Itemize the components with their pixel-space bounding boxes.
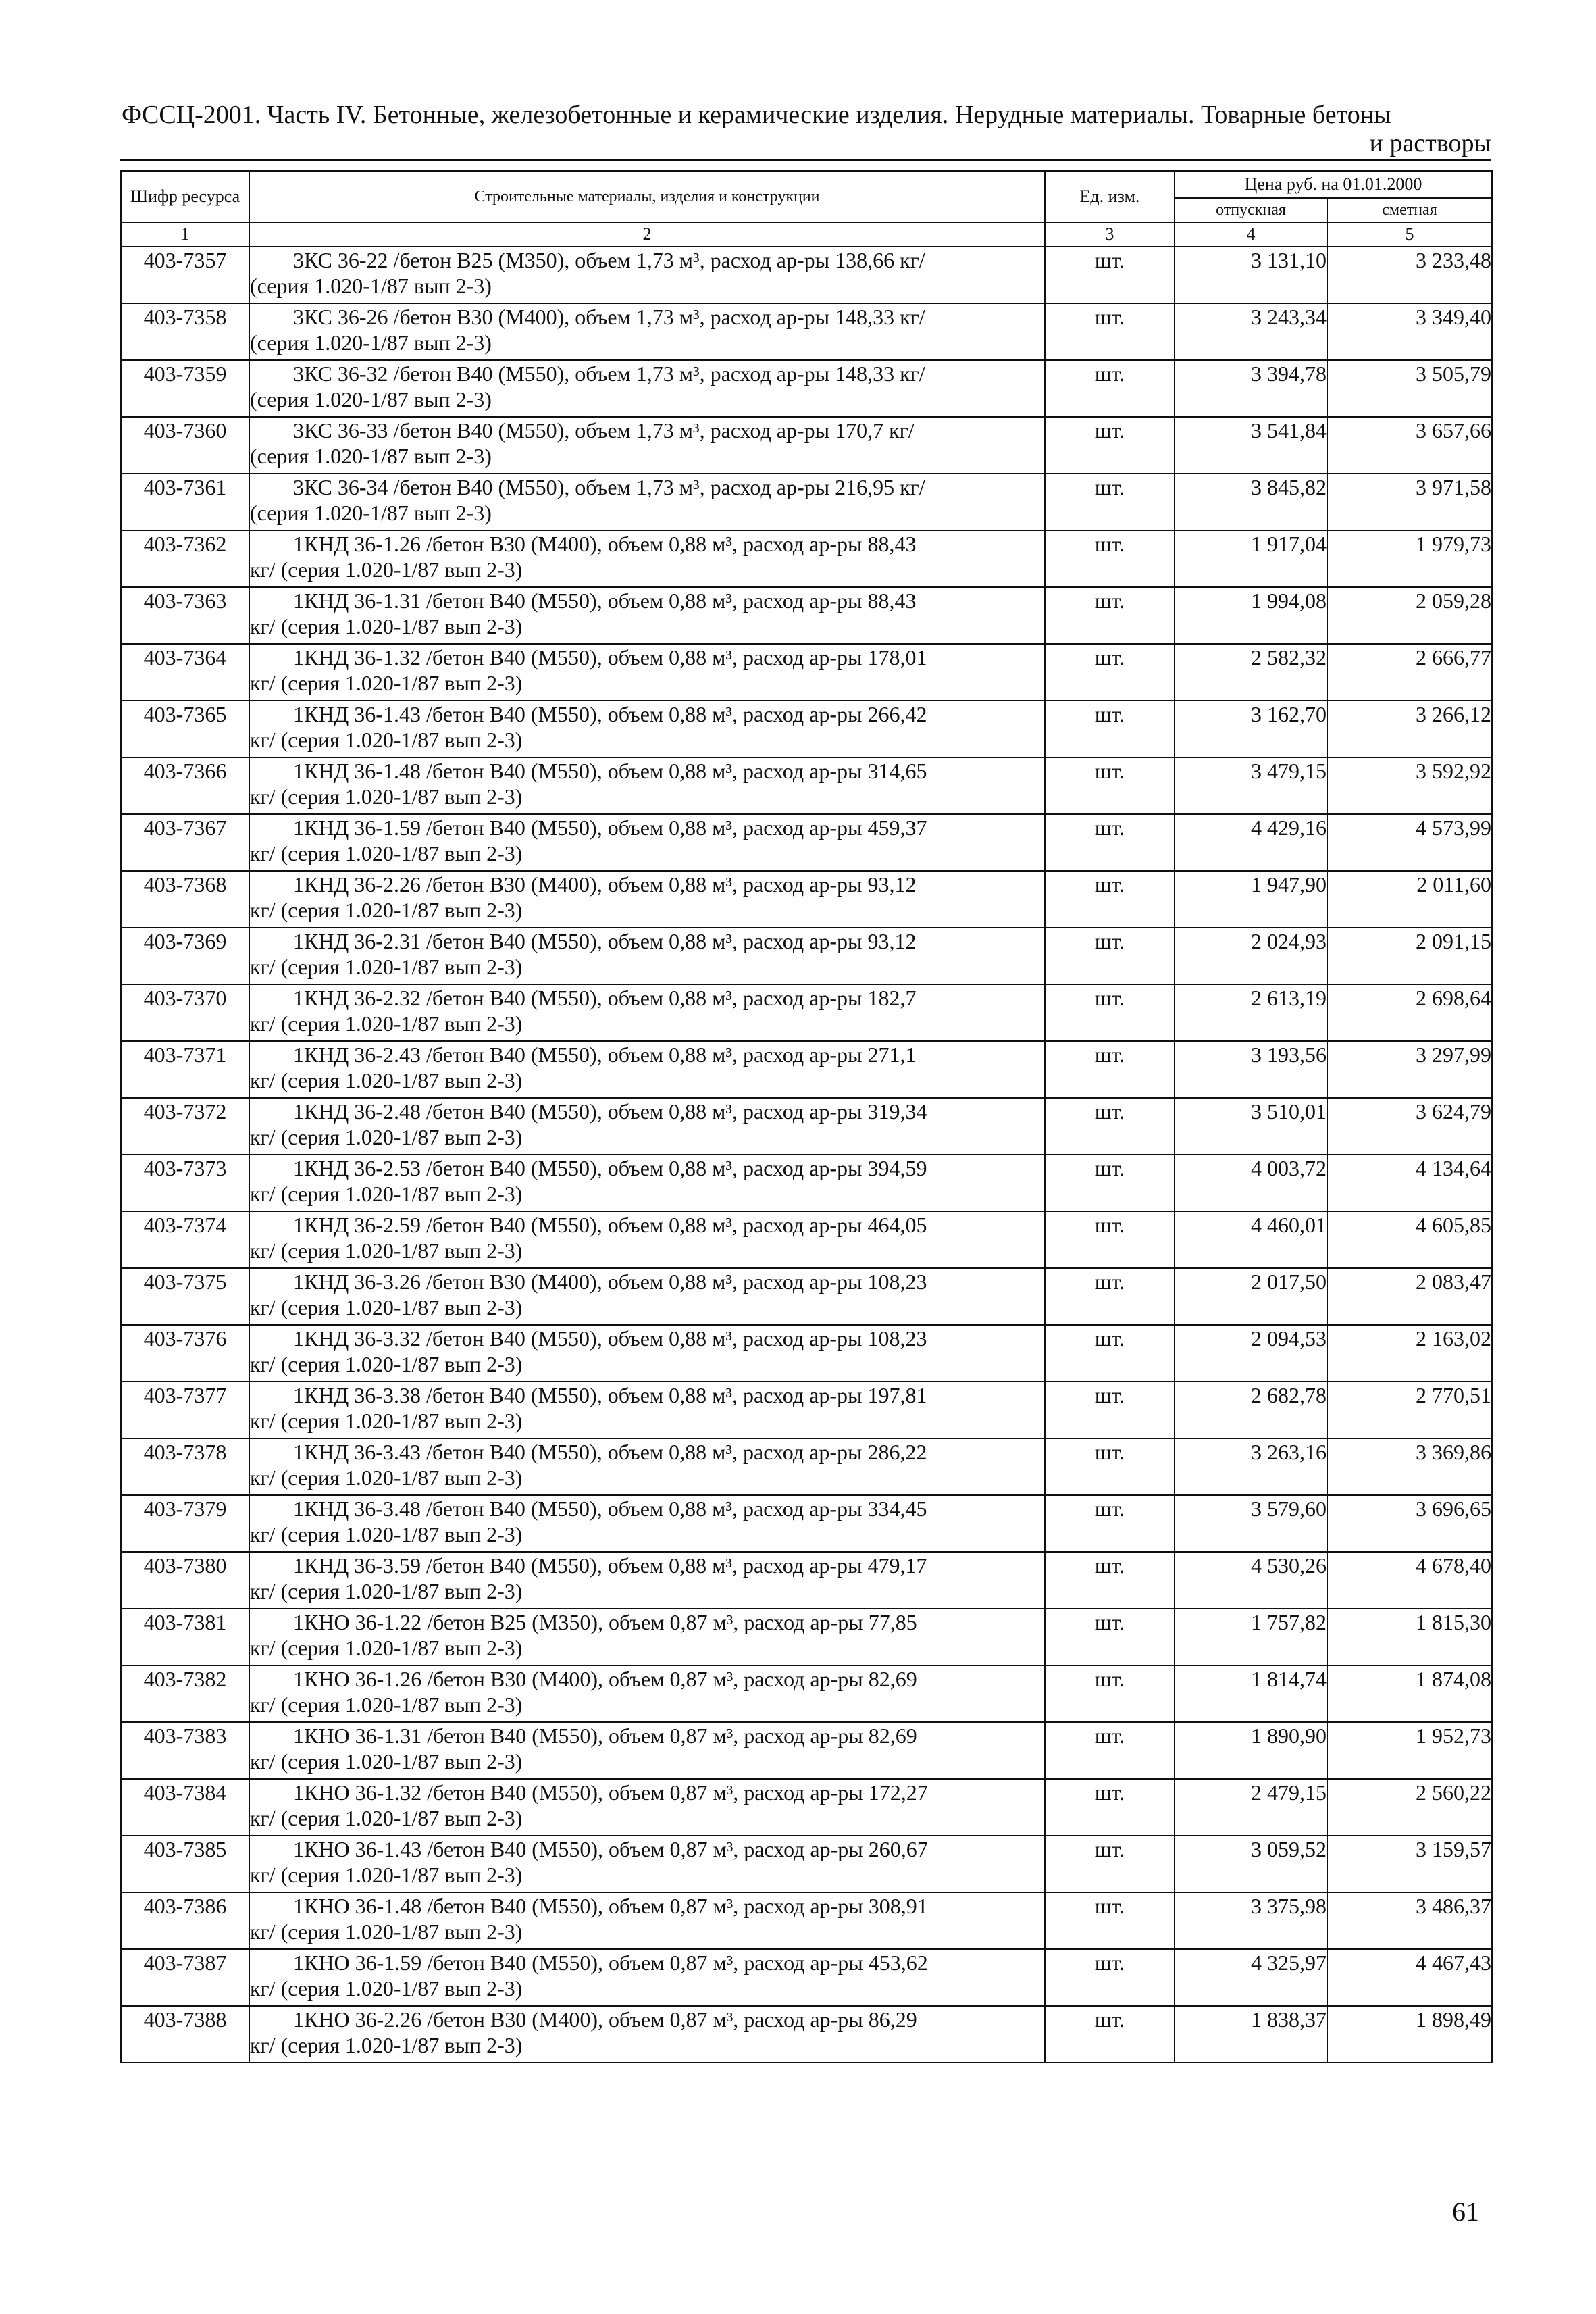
resource-code: 403-7360 [121, 417, 249, 474]
description-line-2: кг/ (серия 1.020-1/87 вып 2-3) [250, 1522, 523, 1546]
material-description [249, 2006, 1045, 2063]
material-description [249, 644, 1045, 701]
description-line-2: кг/ (серия 1.020-1/87 вып 2-3) [250, 1919, 523, 1944]
estimate-price: 3 159,57 [1327, 1836, 1492, 1892]
description-line-2: кг/ (серия 1.020-1/87 вып 2-3) [250, 784, 523, 809]
unit: шт. [1045, 1609, 1175, 1665]
material-description [249, 1836, 1045, 1892]
estimate-price: 4 605,85 [1327, 1211, 1492, 1268]
release-price: 3 263,16 [1175, 1438, 1327, 1495]
release-price: 4 429,16 [1175, 814, 1327, 871]
material-description [249, 1438, 1045, 1495]
description-line-1: 1КНД 36-1.43 /бетон В40 (М550), объем 0,88 м³, расход ар-ры 266,42 [293, 702, 927, 726]
table-row [121, 417, 1492, 474]
unit: шт. [1045, 757, 1175, 814]
col-header-unit: Ед. изм. [1045, 171, 1175, 222]
estimate-price: 2 698,64 [1327, 984, 1492, 1041]
table-row [121, 474, 1492, 530]
material-description [249, 984, 1045, 1041]
page-header [122, 100, 1491, 158]
release-price: 3 479,15 [1175, 757, 1327, 814]
unit: шт. [1045, 1155, 1175, 1211]
resource-code: 403-7375 [121, 1268, 249, 1325]
material-description [249, 1098, 1045, 1155]
release-price: 2 017,50 [1175, 1268, 1327, 1325]
description-line-1: 1КНД 36-3.43 /бетон В40 (М550), объем 0,88 м³, расход ар-ры 286,22 [293, 1440, 927, 1464]
table-row [121, 1609, 1492, 1665]
description-line-2: кг/ (серия 1.020-1/87 вып 2-3) [250, 1352, 523, 1376]
description-line-2: (серия 1.020-1/87 вып 2-3) [250, 444, 492, 468]
table-row [121, 360, 1492, 417]
description-line-1: 1КНД 36-1.48 /бетон В40 (М550), объем 0,88 м³, расход ар-ры 314,65 [293, 759, 927, 783]
material-description [249, 1779, 1045, 1836]
resource-code: 403-7376 [121, 1325, 249, 1382]
description-line-1: 1КНД 36-3.48 /бетон В40 (М550), объем 0,88 м³, расход ар-ры 334,45 [293, 1496, 927, 1521]
unit: шт. [1045, 1438, 1175, 1495]
unit: шт. [1045, 1779, 1175, 1836]
table-row [121, 1949, 1492, 2006]
resource-code: 403-7369 [121, 928, 249, 984]
material-description [249, 1325, 1045, 1382]
description-line-2: кг/ (серия 1.020-1/87 вып 2-3) [250, 898, 523, 922]
estimate-price: 3 696,65 [1327, 1495, 1492, 1552]
description-line-1: 3КС 36-34 /бетон В40 (М550), объем 1,73 м³, расход ар-ры 216,95 кг/ [293, 475, 925, 499]
unit: шт. [1045, 701, 1175, 757]
resource-code: 403-7386 [121, 1892, 249, 1949]
unit: шт. [1045, 474, 1175, 530]
resource-code: 403-7382 [121, 1665, 249, 1722]
estimate-price: 3 971,58 [1327, 474, 1492, 530]
description-line-1: 1КНО 36-1.22 /бетон В25 (М350), объем 0,87 м³, расход ар-ры 77,85 [293, 1610, 917, 1634]
unit: шт. [1045, 530, 1175, 587]
release-price: 3 375,98 [1175, 1892, 1327, 1949]
resource-code: 403-7357 [121, 247, 249, 303]
estimate-price: 2 059,28 [1327, 587, 1492, 644]
table-row [121, 303, 1492, 360]
description-line-1: 1КНД 36-1.59 /бетон В40 (М550), объем 0,88 м³, расход ар-ры 459,37 [293, 815, 927, 840]
unit: шт. [1045, 1722, 1175, 1779]
table-row [121, 1041, 1492, 1098]
description-line-2: кг/ (серия 1.020-1/87 вып 2-3) [250, 557, 523, 582]
table-row [121, 984, 1492, 1041]
resource-code: 403-7363 [121, 587, 249, 644]
release-price: 4 460,01 [1175, 1211, 1327, 1268]
description-line-2: (серия 1.020-1/87 вып 2-3) [250, 274, 492, 298]
estimate-price: 2 083,47 [1327, 1268, 1492, 1325]
col-number-5: 5 [1327, 222, 1492, 247]
description-line-1: 1КНД 36-2.53 /бетон В40 (М550), объем 0,88 м³, расход ар-ры 394,59 [293, 1156, 927, 1180]
estimate-price: 2 770,51 [1327, 1382, 1492, 1438]
release-price: 3 193,56 [1175, 1041, 1327, 1098]
estimate-price: 3 505,79 [1327, 360, 1492, 417]
description-line-2: кг/ (серия 1.020-1/87 вып 2-3) [250, 728, 523, 752]
resource-code: 403-7359 [121, 360, 249, 417]
table-row [121, 587, 1492, 644]
resource-code: 403-7364 [121, 644, 249, 701]
estimate-price: 2 011,60 [1327, 871, 1492, 928]
description-line-2: кг/ (серия 1.020-1/87 вып 2-3) [250, 2033, 523, 2057]
description-line-1: 1КНД 36-2.59 /бетон В40 (М550), объем 0,88 м³, расход ар-ры 464,05 [293, 1213, 927, 1237]
estimate-price: 3 297,99 [1327, 1041, 1492, 1098]
release-price: 2 682,78 [1175, 1382, 1327, 1438]
col-header-estimate-price: сметная [1327, 198, 1492, 222]
release-price: 2 094,53 [1175, 1325, 1327, 1382]
material-description [249, 757, 1045, 814]
table-row [121, 247, 1492, 303]
description-line-2: (серия 1.020-1/87 вып 2-3) [250, 501, 492, 525]
estimate-price: 2 666,77 [1327, 644, 1492, 701]
resource-code: 403-7373 [121, 1155, 249, 1211]
description-line-1: 1КНО 36-2.26 /бетон В30 (М400), объем 0,87 м³, расход ар-ры 86,29 [293, 2007, 917, 2032]
table-body [121, 247, 1492, 2063]
table-row [121, 701, 1492, 757]
col-number-3: 3 [1045, 222, 1175, 247]
description-line-1: 1КНД 36-2.32 /бетон В40 (М550), объем 0,88 м³, расход ар-ры 182,7 [293, 986, 917, 1010]
page-number: 61 [1452, 2196, 1479, 2227]
estimate-price: 3 233,48 [1327, 247, 1492, 303]
material-description [249, 474, 1045, 530]
description-line-1: 1КНД 36-1.32 /бетон В40 (М550), объем 0,88 м³, расход ар-ры 178,01 [293, 645, 927, 670]
release-price: 1 838,37 [1175, 2006, 1327, 2063]
resource-code: 403-7385 [121, 1836, 249, 1892]
estimate-price: 3 349,40 [1327, 303, 1492, 360]
table-row [121, 2006, 1492, 2063]
resource-code: 403-7383 [121, 1722, 249, 1779]
resource-code: 403-7381 [121, 1609, 249, 1665]
unit: шт. [1045, 247, 1175, 303]
estimate-price: 4 678,40 [1327, 1552, 1492, 1609]
estimate-price: 1 815,30 [1327, 1609, 1492, 1665]
unit: шт. [1045, 1041, 1175, 1098]
estimate-price: 3 369,86 [1327, 1438, 1492, 1495]
table-row [121, 1779, 1492, 1836]
release-price: 1 947,90 [1175, 871, 1327, 928]
description-line-2: кг/ (серия 1.020-1/87 вып 2-3) [250, 1182, 523, 1206]
material-description [249, 1665, 1045, 1722]
material-description [249, 814, 1045, 871]
release-price: 3 541,84 [1175, 417, 1327, 474]
description-line-1: 3КС 36-22 /бетон В25 (М350), объем 1,73 м³, расход ар-ры 138,66 кг/ [293, 248, 925, 272]
unit: шт. [1045, 871, 1175, 928]
description-line-1: 1КНД 36-2.31 /бетон В40 (М550), объем 0,88 м³, расход ар-ры 93,12 [293, 929, 917, 953]
unit: шт. [1045, 417, 1175, 474]
estimate-price: 3 657,66 [1327, 417, 1492, 474]
description-line-2: кг/ (серия 1.020-1/87 вып 2-3) [250, 955, 523, 979]
estimate-price: 4 573,99 [1327, 814, 1492, 871]
description-line-2: кг/ (серия 1.020-1/87 вып 2-3) [250, 1409, 523, 1433]
material-description [249, 587, 1045, 644]
table-row [121, 1325, 1492, 1382]
col-header-release-price: отпускная [1175, 198, 1327, 222]
resource-code: 403-7368 [121, 871, 249, 928]
resource-code: 403-7379 [121, 1495, 249, 1552]
header-title-line2: и растворы [1369, 129, 1491, 157]
resource-code: 403-7387 [121, 1949, 249, 2006]
description-line-1: 1КНД 36-3.32 /бетон В40 (М550), объем 0,88 м³, расход ар-ры 108,23 [293, 1326, 927, 1351]
estimate-price: 1 979,73 [1327, 530, 1492, 587]
material-description [249, 360, 1045, 417]
description-line-2: кг/ (серия 1.020-1/87 вып 2-3) [250, 1863, 523, 1887]
unit: шт. [1045, 2006, 1175, 2063]
resource-code: 403-7371 [121, 1041, 249, 1098]
release-price: 2 582,32 [1175, 644, 1327, 701]
resource-code: 403-7366 [121, 757, 249, 814]
table-row [121, 1098, 1492, 1155]
description-line-1: 1КНД 36-3.38 /бетон В40 (М550), объем 0,88 м³, расход ар-ры 197,81 [293, 1383, 927, 1407]
unit: шт. [1045, 1268, 1175, 1325]
description-line-2: кг/ (серия 1.020-1/87 вып 2-3) [250, 1579, 523, 1603]
description-line-2: (серия 1.020-1/87 вып 2-3) [250, 387, 492, 411]
table-row [121, 1382, 1492, 1438]
estimate-price: 1 952,73 [1327, 1722, 1492, 1779]
unit: шт. [1045, 1325, 1175, 1382]
release-price: 3 162,70 [1175, 701, 1327, 757]
description-line-2: (серия 1.020-1/87 вып 2-3) [250, 330, 492, 355]
unit: шт. [1045, 360, 1175, 417]
table-row [121, 1438, 1492, 1495]
material-description [249, 1495, 1045, 1552]
estimate-price: 1 898,49 [1327, 2006, 1492, 2063]
material-description [249, 1155, 1045, 1211]
header-rule [120, 159, 1491, 161]
col-header-materials: Строительные материалы, изделия и конструкции [249, 171, 1045, 222]
unit: шт. [1045, 984, 1175, 1041]
material-description [249, 701, 1045, 757]
release-price: 3 243,34 [1175, 303, 1327, 360]
material-description [249, 303, 1045, 360]
unit: шт. [1045, 814, 1175, 871]
resource-code: 403-7378 [121, 1438, 249, 1495]
description-line-1: 1КНД 36-1.31 /бетон В40 (М550), объем 0,88 м³, расход ар-ры 88,43 [293, 588, 917, 613]
description-line-2: кг/ (серия 1.020-1/87 вып 2-3) [250, 614, 523, 638]
description-line-2: кг/ (серия 1.020-1/87 вып 2-3) [250, 1125, 523, 1149]
resource-code: 403-7370 [121, 984, 249, 1041]
table-row [121, 814, 1492, 871]
col-number-1: 1 [121, 222, 249, 247]
material-description [249, 1552, 1045, 1609]
description-line-1: 3КС 36-26 /бетон В30 (М400), объем 1,73 м³, расход ар-ры 148,33 кг/ [293, 305, 925, 329]
resource-code: 403-7358 [121, 303, 249, 360]
table-row [121, 644, 1492, 701]
release-price: 2 613,19 [1175, 984, 1327, 1041]
estimate-price: 3 486,37 [1327, 1892, 1492, 1949]
resource-code: 403-7361 [121, 474, 249, 530]
material-description [249, 871, 1045, 928]
table-row [121, 757, 1492, 814]
table-row [121, 1722, 1492, 1779]
description-line-2: кг/ (серия 1.020-1/87 вып 2-3) [250, 1238, 523, 1263]
unit: шт. [1045, 644, 1175, 701]
table-row [121, 1495, 1492, 1552]
description-line-2: кг/ (серия 1.020-1/87 вып 2-3) [250, 1692, 523, 1717]
col-header-price-group: Цена руб. на 01.01.2000 [1175, 171, 1492, 198]
estimate-price: 3 266,12 [1327, 701, 1492, 757]
description-line-2: кг/ (серия 1.020-1/87 вып 2-3) [250, 671, 523, 695]
description-line-1: 1КНО 36-1.43 /бетон В40 (М550), объем 0,87 м³, расход ар-ры 260,67 [293, 1837, 928, 1861]
release-price: 4 530,26 [1175, 1552, 1327, 1609]
release-price: 1 757,82 [1175, 1609, 1327, 1665]
estimate-price: 2 163,02 [1327, 1325, 1492, 1382]
estimate-price: 1 874,08 [1327, 1665, 1492, 1722]
estimate-price: 4 134,64 [1327, 1155, 1492, 1211]
header-title-line1: ФССЦ-2001. Часть IV. Бетонные, железобетонные и керамические изделия. Нерудные материалы. Товарные бетоны [122, 101, 1391, 129]
release-price: 1 814,74 [1175, 1665, 1327, 1722]
description-line-1: 3КС 36-32 /бетон В40 (М550), объем 1,73 м³, расход ар-ры 148,33 кг/ [293, 361, 925, 386]
release-price: 3 579,60 [1175, 1495, 1327, 1552]
release-price: 3 131,10 [1175, 247, 1327, 303]
resource-code: 403-7367 [121, 814, 249, 871]
description-line-2: кг/ (серия 1.020-1/87 вып 2-3) [250, 1806, 523, 1830]
table-row [121, 530, 1492, 587]
description-line-2: кг/ (серия 1.020-1/87 вып 2-3) [250, 1636, 523, 1660]
material-description [249, 1949, 1045, 2006]
table-row [121, 871, 1492, 928]
unit: шт. [1045, 1382, 1175, 1438]
description-line-1: 1КНД 36-2.26 /бетон В30 (М400), объем 0,88 м³, расход ар-ры 93,12 [293, 872, 917, 897]
unit: шт. [1045, 1665, 1175, 1722]
unit: шт. [1045, 1949, 1175, 2006]
table-row [121, 1552, 1492, 1609]
price-table [120, 170, 1493, 2063]
table-row [121, 1665, 1492, 1722]
release-price: 1 917,04 [1175, 530, 1327, 587]
material-description [249, 1722, 1045, 1779]
description-line-2: кг/ (серия 1.020-1/87 вып 2-3) [250, 841, 523, 865]
description-line-2: кг/ (серия 1.020-1/87 вып 2-3) [250, 1976, 523, 2001]
estimate-price: 4 467,43 [1327, 1949, 1492, 2006]
release-price: 1 890,90 [1175, 1722, 1327, 1779]
unit: шт. [1045, 1098, 1175, 1155]
unit: шт. [1045, 928, 1175, 984]
unit: шт. [1045, 303, 1175, 360]
unit: шт. [1045, 1552, 1175, 1609]
table-row [121, 1892, 1492, 1949]
description-line-1: 3КС 36-33 /бетон В40 (М550), объем 1,73 м³, расход ар-ры 170,7 кг/ [293, 418, 915, 443]
release-price: 2 024,93 [1175, 928, 1327, 984]
description-line-1: 1КНД 36-3.59 /бетон В40 (М550), объем 0,88 м³, расход ар-ры 479,17 [293, 1553, 927, 1578]
col-number-2: 2 [249, 222, 1045, 247]
resource-code: 403-7384 [121, 1779, 249, 1836]
table-row [121, 1211, 1492, 1268]
description-line-1: 1КНО 36-1.59 /бетон В40 (М550), объем 0,87 м³, расход ар-ры 453,62 [293, 1951, 928, 1975]
material-description [249, 1892, 1045, 1949]
resource-code: 403-7365 [121, 701, 249, 757]
description-line-1: 1КНД 36-2.43 /бетон В40 (М550), объем 0,88 м³, расход ар-ры 271,1 [293, 1042, 917, 1067]
col-number-4: 4 [1175, 222, 1327, 247]
unit: шт. [1045, 1211, 1175, 1268]
estimate-price: 3 624,79 [1327, 1098, 1492, 1155]
material-description [249, 1211, 1045, 1268]
description-line-2: кг/ (серия 1.020-1/87 вып 2-3) [250, 1068, 523, 1092]
estimate-price: 2 560,22 [1327, 1779, 1492, 1836]
material-description [249, 1041, 1045, 1098]
release-price: 1 994,08 [1175, 587, 1327, 644]
material-description [249, 417, 1045, 474]
description-line-1: 1КНО 36-1.26 /бетон В30 (М400), объем 0,87 м³, расход ар-ры 82,69 [293, 1667, 917, 1691]
release-price: 4 325,97 [1175, 1949, 1327, 2006]
table-row [121, 1268, 1492, 1325]
description-line-2: кг/ (серия 1.020-1/87 вып 2-3) [250, 1295, 523, 1319]
resource-code: 403-7377 [121, 1382, 249, 1438]
description-line-1: 1КНО 36-1.48 /бетон В40 (М550), объем 0,87 м³, расход ар-ры 308,91 [293, 1894, 928, 1918]
unit: шт. [1045, 1495, 1175, 1552]
material-description [249, 1382, 1045, 1438]
release-price: 3 845,82 [1175, 474, 1327, 530]
description-line-1: 1КНО 36-1.32 /бетон В40 (М550), объем 0,87 м³, расход ар-ры 172,27 [293, 1780, 928, 1805]
table-row [121, 1155, 1492, 1211]
description-line-1: 1КНД 36-2.48 /бетон В40 (М550), объем 0,88 м³, расход ар-ры 319,34 [293, 1099, 927, 1124]
material-description [249, 1268, 1045, 1325]
description-line-2: кг/ (серия 1.020-1/87 вып 2-3) [250, 1749, 523, 1774]
release-price: 3 394,78 [1175, 360, 1327, 417]
description-line-1: 1КНД 36-1.26 /бетон В30 (М400), объем 0,88 м³, расход ар-ры 88,43 [293, 532, 917, 556]
release-price: 2 479,15 [1175, 1779, 1327, 1836]
resource-code: 403-7388 [121, 2006, 249, 2063]
unit: шт. [1045, 587, 1175, 644]
col-header-code: Шифр ресурса [121, 171, 249, 222]
estimate-price: 3 592,92 [1327, 757, 1492, 814]
material-description [249, 1609, 1045, 1665]
description-line-2: кг/ (серия 1.020-1/87 вып 2-3) [250, 1011, 523, 1036]
resource-code: 403-7372 [121, 1098, 249, 1155]
resource-code: 403-7380 [121, 1552, 249, 1609]
unit: шт. [1045, 1836, 1175, 1892]
description-line-1: 1КНО 36-1.31 /бетон В40 (М550), объем 0,87 м³, расход ар-ры 82,69 [293, 1724, 917, 1748]
description-line-1: 1КНД 36-3.26 /бетон В30 (М400), объем 0,88 м³, расход ар-ры 108,23 [293, 1269, 927, 1294]
resource-code: 403-7374 [121, 1211, 249, 1268]
table-row [121, 1836, 1492, 1892]
description-line-2: кг/ (серия 1.020-1/87 вып 2-3) [250, 1465, 523, 1490]
release-price: 4 003,72 [1175, 1155, 1327, 1211]
release-price: 3 510,01 [1175, 1098, 1327, 1155]
resource-code: 403-7362 [121, 530, 249, 587]
estimate-price: 2 091,15 [1327, 928, 1492, 984]
material-description [249, 247, 1045, 303]
unit: шт. [1045, 1892, 1175, 1949]
table-row [121, 928, 1492, 984]
material-description [249, 530, 1045, 587]
release-price: 3 059,52 [1175, 1836, 1327, 1892]
material-description [249, 928, 1045, 984]
